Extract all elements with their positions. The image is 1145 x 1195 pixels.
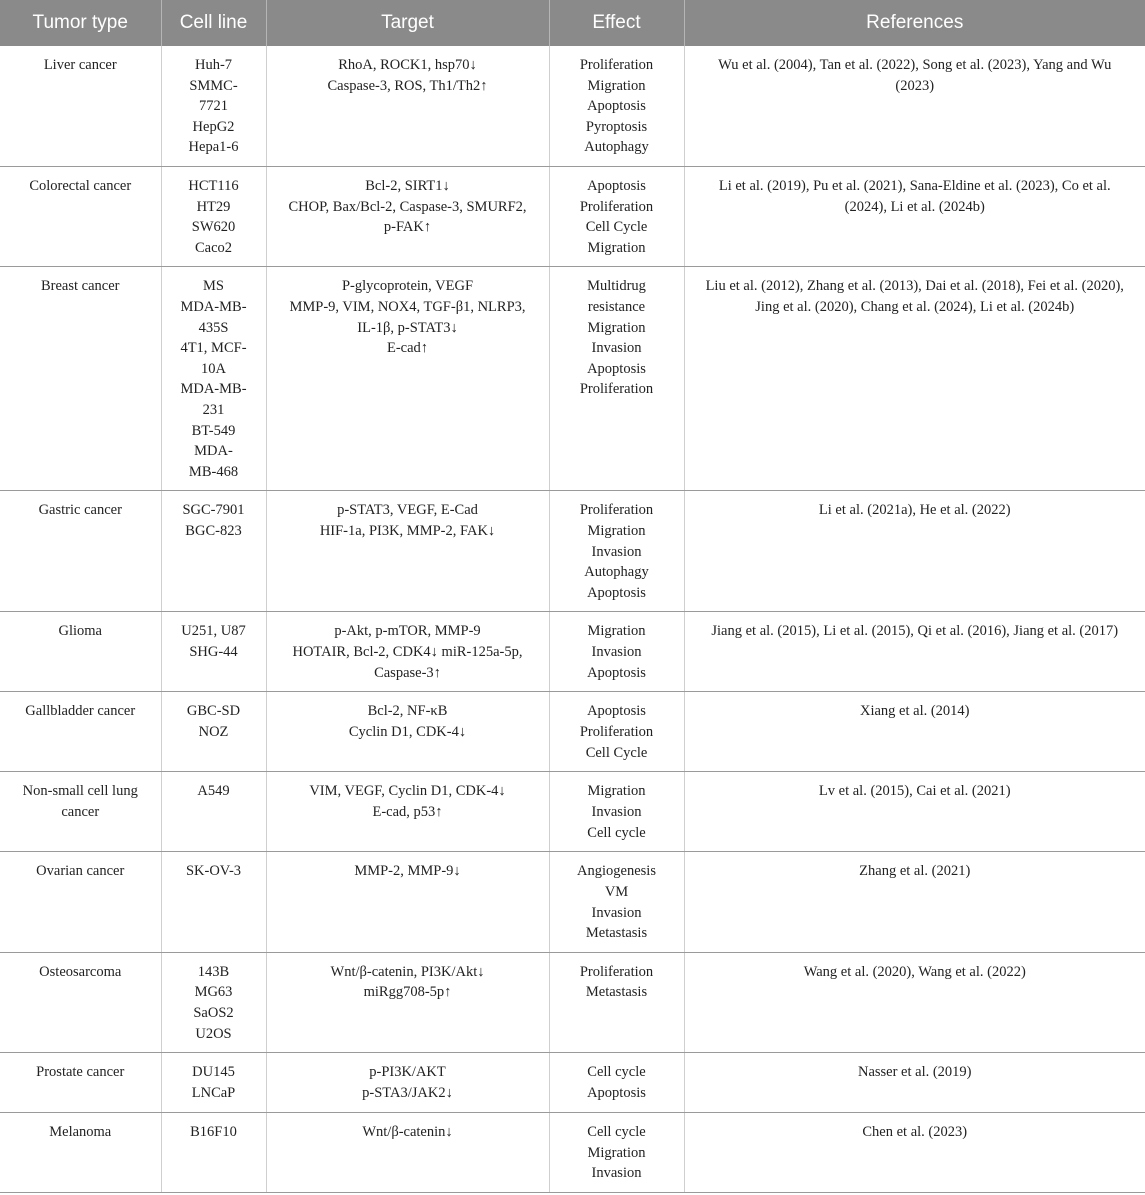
effect-cell-line: Invasion bbox=[591, 543, 642, 560]
header-tumor-type: Tumor type bbox=[0, 0, 161, 46]
target-cell-line: HIF-1a, PI3K, MMP-2, FAK↓ bbox=[319, 522, 496, 539]
cell-line-cell-line: BGC-823 bbox=[185, 522, 242, 539]
target-cell bbox=[266, 267, 549, 491]
effect-cell-line: Metastasis bbox=[585, 925, 648, 942]
effect-cell-line: Invasion bbox=[591, 1165, 642, 1182]
effect-cell-line: Invasion bbox=[591, 803, 642, 820]
target-cell bbox=[266, 1113, 549, 1193]
cell-line-cell bbox=[161, 491, 266, 612]
tumor-type-cell: Prostate cancer bbox=[0, 1053, 161, 1113]
cell-line-cell-line: MDA- bbox=[194, 443, 233, 460]
cell-line-cell-line: BT-549 bbox=[191, 422, 236, 439]
target-cell bbox=[266, 1053, 549, 1113]
tumor-type-cell: Breast cancer bbox=[0, 267, 161, 491]
effect-cell bbox=[549, 692, 684, 772]
target-cell-line: E-cad, p53↑ bbox=[372, 803, 443, 820]
cell-line-cell bbox=[161, 267, 266, 491]
references-cell bbox=[684, 692, 1145, 772]
effect-cell-line: Migration bbox=[587, 522, 646, 539]
cell-line-cell-line: 435S bbox=[198, 319, 229, 336]
cell-line-cell bbox=[161, 772, 266, 852]
effect-cell-line: Invasion bbox=[591, 904, 642, 921]
effect-cell-line: Multidrug bbox=[587, 278, 646, 295]
table-row bbox=[0, 166, 1145, 266]
cell-line-cell-line: A549 bbox=[197, 783, 230, 800]
effect-cell-line: Cell cycle bbox=[587, 1124, 646, 1141]
references-cell-line: (2023) bbox=[895, 77, 935, 94]
cell-line-cell-line: Huh-7 bbox=[194, 57, 233, 73]
table-row bbox=[0, 772, 1145, 852]
cell-line-cell-line: 143B bbox=[197, 963, 230, 980]
effect-cell-line: VM bbox=[604, 883, 629, 900]
effect-cell-line: Pyroptosis bbox=[585, 118, 648, 135]
effect-cell-line: resistance bbox=[587, 298, 646, 315]
effect-cell-line: Migration bbox=[587, 1144, 646, 1161]
cell-line-cell bbox=[161, 852, 266, 952]
header-cell-line: Cell line bbox=[161, 0, 266, 46]
tumor-type-cell: Colorectal cancer bbox=[0, 166, 161, 266]
effect-cell-line: Apoptosis bbox=[587, 98, 646, 115]
target-cell-line: p-STAT3, VEGF, E-Cad bbox=[337, 502, 478, 519]
effect-cell bbox=[549, 612, 684, 692]
effect-cell-line: Apoptosis bbox=[587, 703, 646, 720]
target-cell bbox=[266, 692, 549, 772]
effect-cell-line: Apoptosis bbox=[587, 664, 646, 681]
target-cell bbox=[266, 491, 549, 612]
table-header bbox=[0, 0, 1145, 46]
tumor-type-cell-line: Non-small cell lung bbox=[22, 783, 138, 800]
cell-line-cell-line: GBC-SD bbox=[186, 703, 241, 720]
effect-cell bbox=[549, 1053, 684, 1113]
effect-cell-line: Metastasis bbox=[585, 984, 648, 1001]
tumor-type-cell-line: cancer bbox=[61, 803, 100, 820]
cell-line-cell-line: SGC-7901 bbox=[182, 502, 245, 519]
target-cell bbox=[266, 852, 549, 952]
cell-line-cell-line: SMMC- bbox=[189, 77, 238, 94]
effect-cell-line: Migration bbox=[587, 623, 646, 640]
references-cell bbox=[684, 491, 1145, 612]
effect-cell-line: Apoptosis bbox=[587, 584, 646, 601]
effect-cell-line: Invasion bbox=[591, 643, 642, 660]
tumor-type-cell: Glioma bbox=[0, 612, 161, 692]
effect-cell-line: Proliferation bbox=[579, 381, 654, 398]
target-cell bbox=[266, 612, 549, 692]
cell-line-cell-line: NOZ bbox=[198, 723, 229, 740]
cell-line-cell-line: SaOS2 bbox=[193, 1004, 234, 1021]
cell-line-cell-line: U2OS bbox=[195, 1025, 232, 1042]
effect-cell-line: Apoptosis bbox=[587, 360, 646, 377]
references-cell-line: Li et al. (2019), Pu et al. (2021), Sana-Eldine et al. (2023), Co et al. bbox=[718, 177, 1111, 194]
tumor-type-cell: Liver cancer bbox=[0, 46, 161, 166]
cell-line-cell-line: HepG2 bbox=[192, 118, 235, 135]
effect-cell bbox=[549, 1113, 684, 1193]
target-cell bbox=[266, 772, 549, 852]
effect-cell-line: Migration bbox=[587, 319, 646, 336]
target-cell bbox=[266, 46, 549, 166]
cell-line-cell-line: B16F10 bbox=[190, 1124, 237, 1141]
effect-cell-line: Cell Cycle bbox=[585, 744, 648, 761]
tumor-type-cell: Ovarian cancer bbox=[0, 852, 161, 952]
cell-line-cell-line: 7721 bbox=[199, 98, 228, 115]
target-cell-line: HOTAIR, Bcl-2, CDK4↓ miR-125a-5p, bbox=[292, 643, 523, 660]
target-cell-line: Cyclin D1, CDK-4↓ bbox=[348, 723, 467, 740]
target-cell-line: P-glycoprotein, VEGF bbox=[341, 278, 474, 295]
cell-line-cell-line: MDA-MB- bbox=[180, 381, 247, 398]
effect-cell-line: Migration bbox=[587, 783, 646, 800]
effect-cell bbox=[549, 772, 684, 852]
effect-cell bbox=[549, 491, 684, 612]
tumor-type-cell: Gallbladder cancer bbox=[0, 692, 161, 772]
cell-line-cell-line: Hepa1-6 bbox=[188, 139, 239, 156]
cell-line-cell-line: Caco2 bbox=[194, 239, 233, 256]
references-cell-line: Li et al. (2021a), He et al. (2022) bbox=[818, 502, 1011, 519]
target-cell bbox=[266, 952, 549, 1052]
cell-line-cell-line: HCT116 bbox=[188, 177, 239, 194]
effect-cell-line: Proliferation bbox=[579, 57, 654, 73]
cell-line-cell-line: MG63 bbox=[194, 984, 233, 1001]
references-cell-line: Zhang et al. (2021) bbox=[859, 863, 971, 880]
table-row bbox=[0, 1053, 1145, 1113]
target-cell-line: E-cad↑ bbox=[386, 340, 429, 357]
cell-line-cell-line: DU145 bbox=[192, 1064, 235, 1081]
references-cell-line: Nasser et al. (2019) bbox=[857, 1064, 972, 1081]
cell-line-cell bbox=[161, 46, 266, 166]
target-cell-line: p-FAK↑ bbox=[383, 219, 432, 236]
header-row bbox=[0, 0, 1145, 46]
effect-cell-line: Apoptosis bbox=[587, 1084, 646, 1101]
effect-cell-line: Cell cycle bbox=[587, 824, 646, 841]
effect-cell-line: Angiogenesis bbox=[577, 863, 656, 880]
cell-line-cell-line: 4T1, MCF- bbox=[180, 340, 247, 357]
cell-line-cell-line: MDA-MB- bbox=[180, 298, 247, 315]
table-body bbox=[0, 46, 1145, 1193]
effect-cell bbox=[549, 267, 684, 491]
cell-line-cell-line: U251, U87 bbox=[181, 623, 246, 640]
effect-cell bbox=[549, 46, 684, 166]
references-cell-line: Lv et al. (2015), Cai et al. (2021) bbox=[818, 783, 1011, 800]
effect-cell bbox=[549, 166, 684, 266]
target-cell-line: p-PI3K/AKT bbox=[369, 1064, 446, 1081]
effect-cell bbox=[549, 952, 684, 1052]
references-cell bbox=[684, 46, 1145, 166]
target-cell-line: CHOP, Bax/Bcl-2, Caspase-3, SMURF2, bbox=[288, 198, 527, 215]
references-cell-line: Xiang et al. (2014) bbox=[859, 703, 970, 720]
target-cell-line: miRgg708-5p↑ bbox=[363, 984, 452, 1001]
cell-line-cell-line: 10A bbox=[201, 360, 226, 377]
references-cell-line: Wu et al. (2004), Tan et al. (2022), Song et al. (2023), Yang and Wu bbox=[718, 57, 1112, 73]
effect-cell-line: Autophagy bbox=[584, 564, 649, 581]
effect-cell bbox=[549, 852, 684, 952]
table-row bbox=[0, 491, 1145, 612]
tumor-type-cell: Gastric cancer bbox=[0, 491, 161, 612]
table-row bbox=[0, 46, 1145, 166]
target-cell-line: p-STA3/JAK2↓ bbox=[362, 1084, 453, 1101]
references-cell bbox=[684, 1053, 1145, 1113]
cell-line-cell-line: SHG-44 bbox=[189, 643, 238, 660]
effect-cell-line: Autophagy bbox=[584, 139, 649, 156]
target-cell-line: VIM, VEGF, Cyclin D1, CDK-4↓ bbox=[309, 783, 506, 800]
target-cell-line: Wnt/β-catenin↓ bbox=[362, 1124, 453, 1141]
table-row bbox=[0, 267, 1145, 491]
tumor-type-cell bbox=[0, 772, 161, 852]
references-cell bbox=[684, 267, 1145, 491]
cell-line-cell bbox=[161, 1053, 266, 1113]
effect-cell-line: Migration bbox=[587, 239, 646, 256]
effect-cell-line: Invasion bbox=[591, 340, 642, 357]
target-cell-line: RhoA, ROCK1, hsp70↓ bbox=[338, 57, 477, 73]
cell-line-cell bbox=[161, 1113, 266, 1193]
references-cell bbox=[684, 952, 1145, 1052]
target-cell-line: IL-1β, p-STAT3↓ bbox=[357, 319, 458, 336]
target-cell-line: Wnt/β-catenin, PI3K/Akt↓ bbox=[330, 963, 485, 980]
references-cell-line: Wang et al. (2020), Wang et al. (2022) bbox=[803, 963, 1026, 980]
cell-line-cell-line: SW620 bbox=[191, 219, 236, 236]
effect-cell-line: Migration bbox=[587, 77, 646, 94]
cell-line-cell bbox=[161, 612, 266, 692]
references-cell-line: Jiang et al. (2015), Li et al. (2015), Qi et al. (2016), Jiang et al. (2017) bbox=[711, 623, 1119, 640]
cell-line-cell-line: HT29 bbox=[196, 198, 231, 215]
cell-line-cell-line: 231 bbox=[202, 401, 225, 418]
effect-cell-line: Proliferation bbox=[579, 723, 654, 740]
references-cell-line: Jing et al. (2020), Chang et al. (2024), Li et al. (2024b) bbox=[755, 298, 1075, 315]
target-cell-line: MMP-2, MMP-9↓ bbox=[354, 863, 461, 880]
target-cell-line: p-Akt, p-mTOR, MMP-9 bbox=[334, 623, 481, 640]
effect-cell-line: Proliferation bbox=[579, 198, 654, 215]
target-cell-line: Caspase-3, ROS, Th1/Th2↑ bbox=[327, 77, 488, 94]
target-cell-line: Bcl-2, NF-κB bbox=[367, 703, 448, 720]
tumor-type-cell: Melanoma bbox=[0, 1113, 161, 1193]
effect-cell-line: Proliferation bbox=[579, 963, 654, 980]
table-row bbox=[0, 612, 1145, 692]
references-cell bbox=[684, 772, 1145, 852]
effect-cell-line: Cell cycle bbox=[587, 1064, 646, 1081]
cell-line-cell-line: MS bbox=[203, 278, 224, 295]
references-cell bbox=[684, 166, 1145, 266]
cell-line-cell-line: LNCaP bbox=[191, 1084, 236, 1101]
cell-line-cell-line: MB-468 bbox=[188, 463, 239, 480]
header-effect: Effect bbox=[549, 0, 684, 46]
table-row bbox=[0, 852, 1145, 952]
cell-line-cell bbox=[161, 166, 266, 266]
tumor-type-cell: Osteosarcoma bbox=[0, 952, 161, 1052]
references-cell-line: (2024), Li et al. (2024b) bbox=[844, 198, 985, 215]
cell-line-cell bbox=[161, 692, 266, 772]
references-cell-line: Liu et al. (2012), Zhang et al. (2013), Dai et al. (2018), Fei et al. (2020), bbox=[705, 278, 1124, 295]
table-row bbox=[0, 692, 1145, 772]
cell-line-cell bbox=[161, 952, 266, 1052]
references-cell bbox=[684, 852, 1145, 952]
references-cell bbox=[684, 612, 1145, 692]
effect-cell-line: Proliferation bbox=[579, 502, 654, 519]
references-cell bbox=[684, 1113, 1145, 1193]
effect-cell-line: Cell Cycle bbox=[585, 219, 648, 236]
header-references: References bbox=[684, 0, 1145, 46]
effect-cell-line: Apoptosis bbox=[587, 177, 646, 194]
target-cell-line: Bcl-2, SIRT1↓ bbox=[365, 177, 450, 194]
target-cell bbox=[266, 166, 549, 266]
table-row bbox=[0, 1113, 1145, 1193]
cell-line-cell-line: SK-OV-3 bbox=[185, 863, 242, 880]
target-cell-line: Caspase-3↑ bbox=[374, 664, 441, 681]
target-cell-line: MMP-9, VIM, NOX4, TGF-β1, NLRP3, bbox=[289, 298, 526, 315]
table-row bbox=[0, 952, 1145, 1052]
references-cell-line: Chen et al. (2023) bbox=[862, 1124, 968, 1141]
header-target: Target bbox=[266, 0, 549, 46]
